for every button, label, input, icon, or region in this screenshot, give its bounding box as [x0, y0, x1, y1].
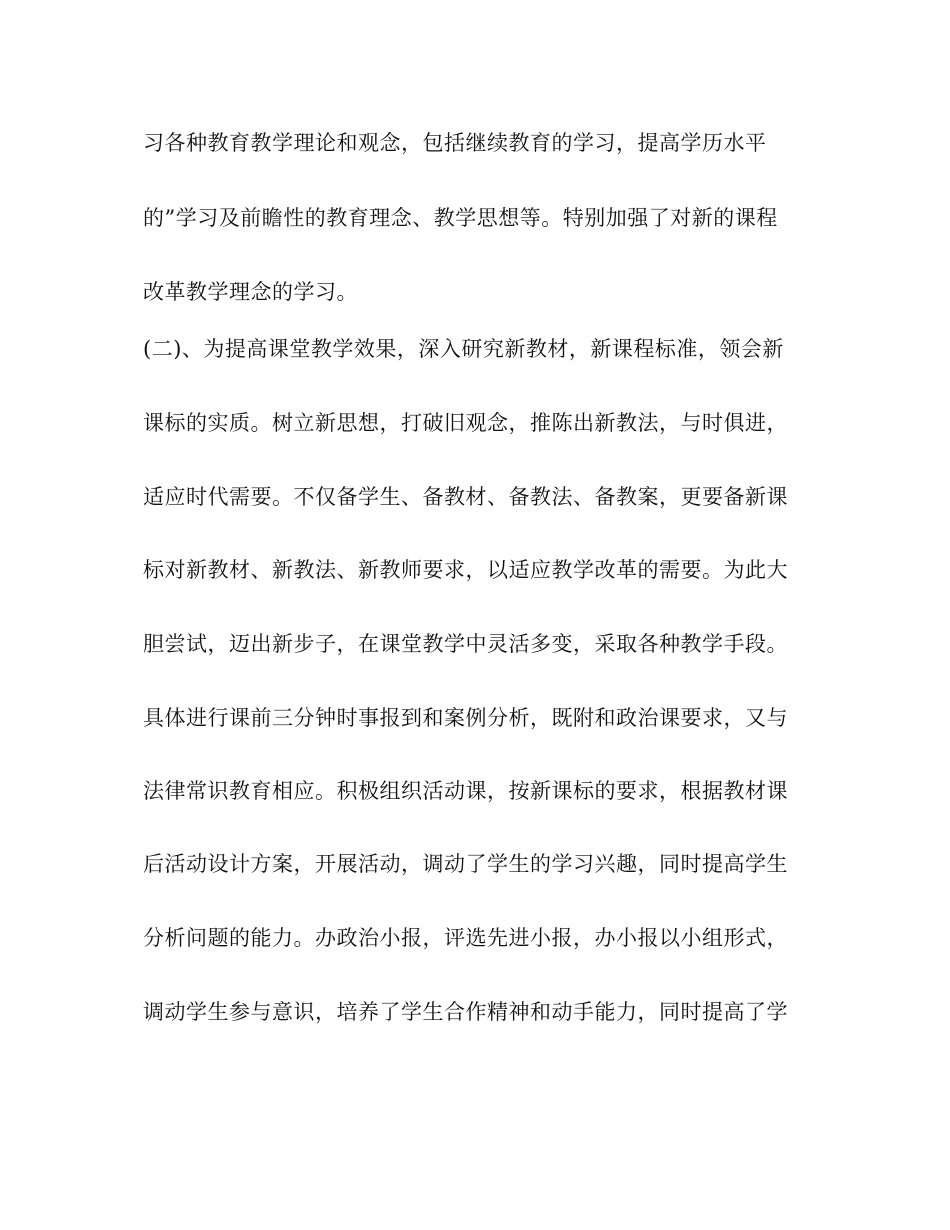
text-line: 的”学习及前瞻性的教育理念、教学思想等。特别加强了对新的课程 [143, 206, 778, 230]
text-line: 分析问题的能力。办政治小报，评选先进小报，办小报以小组形式， [143, 926, 788, 950]
text-line: (二)、为提高课堂教学效果，深入研究新教材，新课程标准，领会新 [143, 337, 784, 361]
text-line: 后活动设计方案，开展活动，调动了学生的学习兴趣，同时提高学生 [143, 852, 788, 876]
text-line: 改革教学理念的学习。 [143, 280, 358, 304]
text-line: 习各种教育教学理论和观念，包括继续教育的学习，提高学历水平 [143, 131, 767, 155]
text-line: 标对新教材、新教法、新教师要求，以适应教学改革的需要。为此大 [143, 558, 788, 582]
text-line: 调动学生参与意识，培养了学生合作精神和动手能力，同时提高了学 [143, 1000, 788, 1024]
text-line: 课标的实质。树立新思想，打破旧观念，推陈出新教法，与时俱进， [143, 411, 788, 435]
text-line: 适应时代需要。不仅备学生、备教材、备教法、备教案，更要备新课 [143, 485, 788, 509]
text-line: 法律常识教育相应。积极组织活动课，按新课标的要求，根据教材课 [143, 779, 788, 803]
text-line: 胆尝试，迈出新步子，在课堂教学中灵活多变，采取各种教学手段。 [143, 632, 788, 656]
text-line: 具体进行课前三分钟时事报到和案例分析，既附和政治课要求，又与 [143, 706, 788, 730]
